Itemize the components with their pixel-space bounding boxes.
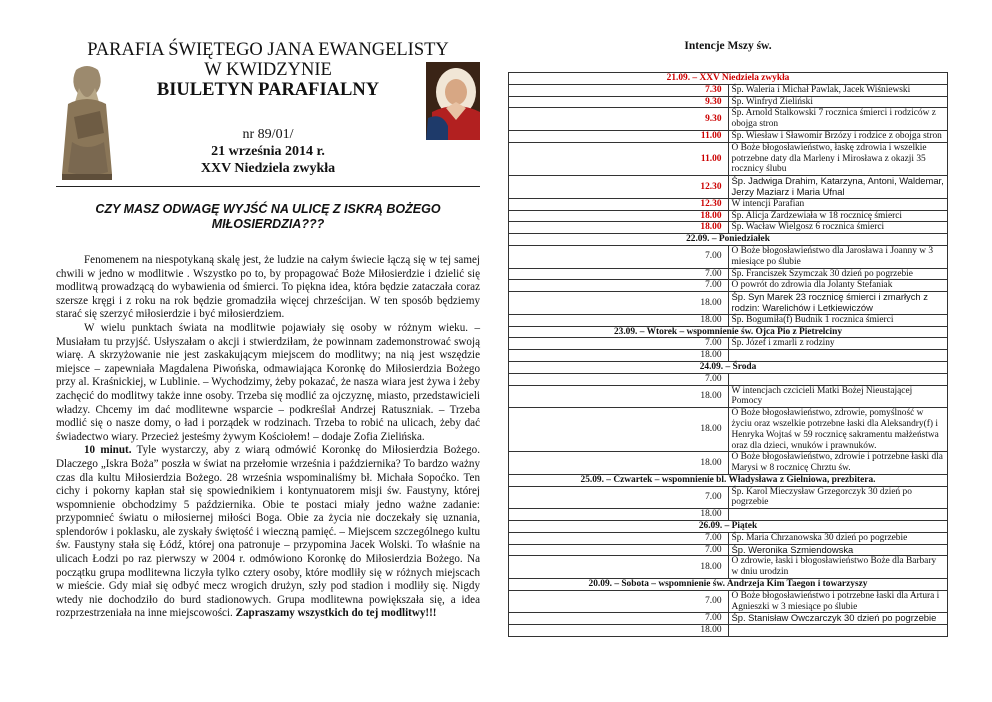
issue-date: 21 września 2014 r. — [211, 144, 325, 159]
mass-intention: Śp. Weronika Szmiendowska — [728, 544, 948, 556]
mass-intention — [728, 625, 948, 637]
mass-time: 18.00 — [509, 222, 729, 234]
day-header-row — [509, 73, 948, 85]
article-paragraph-1: Fenomenem na niespotykaną skalę jest, że ludzie na całym świecie łączą się w tej samej chwili w jedno w modlitwie . Wszystko po to, by propagować Boże Miłosierdzie i dzielić się modlitwą prowadzącą do wybawienia od śmierci. To piękna idea, która będzie zataczała coraz szersze kręgi i z roku na rok będzie gromadziła więcej chrześcijan. W ten sposób będziemy starać się szerzyć miłosierdzie i być miłosierdziem. — [56, 254, 480, 321]
mass-intention: Śp. Waleria i Michał Pawlak, Jacek Wiśniewski — [728, 84, 948, 96]
mass-intention: Śp. Stanisław Owczarczyk 30 dzień po pogrzebie — [728, 613, 948, 625]
mass-time: 7.00 — [509, 268, 729, 280]
title-line-1: PARAFIA ŚWIĘTEGO JANA EWANGELISTY — [87, 40, 449, 60]
mass-time: 7.00 — [509, 338, 729, 350]
mass-intention: O powrót do zdrowia dla Jolanty Stefaniak — [728, 280, 948, 292]
intention-row — [509, 544, 948, 556]
mass-time: 18.00 — [509, 625, 729, 637]
intention-row — [509, 625, 948, 637]
right-column — [508, 40, 948, 637]
intention-row — [509, 532, 948, 544]
mass-time: 18.00 — [509, 385, 729, 408]
mass-time: 7.00 — [509, 544, 729, 556]
mass-intention: O Boże błogosławieństwo i potrzebne łaski dla Artura i Agnieszki w 3 miesiące po ślubie — [728, 590, 948, 613]
mass-time: 11.00 — [509, 142, 729, 175]
mass-time: 9.30 — [509, 108, 729, 131]
intention-row — [509, 385, 948, 408]
mass-intention — [728, 509, 948, 521]
mass-time: 18.00 — [509, 452, 729, 475]
mass-time: 7.30 — [509, 84, 729, 96]
intention-row — [509, 509, 948, 521]
left-column — [56, 40, 480, 621]
intention-row — [509, 452, 948, 475]
mass-time: 18.00 — [509, 350, 729, 362]
intention-row — [509, 245, 948, 268]
mass-time: 7.00 — [509, 245, 729, 268]
header-divider — [56, 186, 480, 187]
intention-row — [509, 613, 948, 625]
mass-intention: W intencji Parafian — [728, 198, 948, 210]
day-header: 23.09. – Wtorek – wspomnienie św. Ojca Pio z Pietrelciny — [509, 326, 948, 338]
article-paragraph-3-text: Tyle wystarczy, aby z wiarą odmówić Koronkę do Miłosierdzia Bożego. Dlaczego „Iskra Boża” poszła w świat na przełomie września i października? To bardzo ważny czas dla kultu Miłosierdzia Bożego. 28 września wspominaliśmy bł. Michała Sopoćko. Ten cichy i pokorny kapłan stał się spowiednikiem i kontynuatorem misji św. Faustyny, której wspomnienie obchodzimy 5 października. Obie te postaci miały jedno ważne zadanie: przypomnieć światu o miłosiernej miłości Boga. Obie za życia nie doczekały się uznania, splendorów i poklasku, ale zyskały świętość i wieczną pamięć. – Miejscem szczególnego kultu św. Faustyny stała się Łódź, której ona patronuje – przypomina Jacek Wolski. To właśnie na ulicach Łodzi po raz pierwszy w 2004 r. odmówiono Koronkę do Miłosierdzia Bożego. Na początku grupa modlitewna liczyła tylko cztery osoby, które modliły się w różnych miejscach w mieście. Gdy miał się odbyć mecz wrogich drużyn, szły pod stadion i modliły się. Nigdy wtedy nie dochodziło do burd stadionowych. Grupa modlitewna powiększała się, a idea rozprzestrzeniała na inne miejscowości. — [56, 444, 481, 620]
issue-number: nr 89/01/ — [242, 127, 294, 142]
day-header: 24.09. – Środa — [509, 361, 948, 373]
intention-row — [509, 373, 948, 385]
intention-row — [509, 292, 948, 315]
mass-intention: O Boże błogosławieństwo, łaskę zdrowia i wszelkie potrzebne daty dla Marleny i Mirosława z okazji 35 rocznicy ślubu — [728, 142, 948, 175]
mass-time: 9.30 — [509, 96, 729, 108]
parish-title — [56, 40, 480, 100]
mass-time: 7.00 — [509, 590, 729, 613]
issue-sunday: XXV Niedziela zwykła — [200, 161, 336, 176]
intention-row — [509, 314, 948, 326]
article-title: CZY MASZ ODWAGĘ WYJŚĆ NA ULICĘ Z ISKRĄ BOŻEGO MIŁOSIERDZIA??? — [95, 202, 441, 231]
mass-intention: Śp. Józef i zmarli z rodziny — [728, 338, 948, 350]
title-line-2: W KWIDZYNIE — [204, 60, 332, 80]
intention-row — [509, 280, 948, 292]
mass-intention — [728, 373, 948, 385]
intention-row — [509, 198, 948, 210]
ten-minutes-lead: 10 minut. — [84, 444, 132, 457]
mass-intention: W intencjach czcicieli Matki Bożej Nieustającej Pomocy — [728, 385, 948, 408]
day-header-row — [509, 474, 948, 486]
intention-row — [509, 590, 948, 613]
mass-time: 12.30 — [509, 176, 729, 199]
intention-row — [509, 408, 948, 452]
mass-intention: Śp. Alicja Zardzewiała w 18 rocznicę śmierci — [728, 210, 948, 222]
mass-time: 7.00 — [509, 532, 729, 544]
mass-time: 18.00 — [509, 210, 729, 222]
day-header: 21.09. – XXV Niedziela zwykła — [509, 73, 948, 85]
mass-intention: Śp. Syn Marek 23 rocznicę śmierci i zmarłych z rodzin: Warelichów i Letkiewiczów — [728, 292, 948, 315]
mass-intention: O zdrowie, łaski i błogosławieństwo Boże dla Barbary w dniu urodzin — [728, 556, 948, 579]
article-paragraph-3 — [56, 444, 480, 621]
mass-time: 7.00 — [509, 280, 729, 292]
article-paragraph-2: W wielu punktach świata na modlitwie pojawiały się osoby w różnym wieku. – Musiałam tu przyjść. Usłyszałam o akcji i stwierdziłam, że powinnam zademonstrować swoją wiarę. A skrzyżowanie nie jest zaskakującym miejscem do modlitwy; na nią jest wszędzie miejsce – zapewniała Magdalena Piwońska, odmawiająca Koronkę do Miłosierdzia Bożego przy al. Kraśnickiej, w Lublinie. – Wychodzimy, żeby pokazać, że nasza wiara jest żywa i żeby zachęcić do modlitwy także inne osoby. Trzeba się modlić za ojczyznę, miasto, przedstawicieli władzy. Chcemy im dać modlitewne wsparcie – podkreślał Andrzej Ratuszniak. – Trzeba modlić się o nasze domy, o ład i porządek w rodzinach. Trzeba to robić na ulicach, żeby dać świadectwo wiary. Przecież jesteśmy żywym Kościołem! – dodaje Zofia Zielińska. — [56, 321, 480, 443]
mass-time: 7.00 — [509, 486, 729, 509]
intention-row — [509, 96, 948, 108]
mass-intentions-table — [508, 72, 948, 637]
day-header: 25.09. – Czwartek – wspomnienie bl. Władysława z Gielniowa, prezbitera. — [509, 474, 948, 486]
mass-time: 18.00 — [509, 556, 729, 579]
day-header-row — [509, 326, 948, 338]
mass-intention: O Boże błogosławieństwo, zdrowie, pomyślność w życiu oraz wszelkie potrzebne łaski dla Aleksandry(f) i Henryka Wojtaś w 59 rocznicę sakramentu małżeństwa oraz dla dzieci, wnuków i prawnuków. — [728, 408, 948, 452]
day-header-row — [509, 234, 948, 246]
mass-intention: Śp. Jadwiga Drahim, Katarzyna, Antoni, Waldemar, Jerzy Maziarz i Maria Ufnal — [728, 176, 948, 199]
mass-time: 7.00 — [509, 373, 729, 385]
day-header: 20.09. – Sobota – wspomnienie św. Andrzeja Kim Taegon i towarzyszy — [509, 579, 948, 591]
intention-row — [509, 222, 948, 234]
intention-row — [509, 176, 948, 199]
intention-row — [509, 268, 948, 280]
mass-intention: Śp. Winfryd Zieliński — [728, 96, 948, 108]
mass-intention: Śp. Arnold Stalkowski 7 rocznica śmierci i rodziców z obojga stron — [728, 108, 948, 131]
intentions-title: Intencje Mszy św. — [684, 40, 772, 52]
mass-time: 18.00 — [509, 509, 729, 521]
mass-intention — [728, 350, 948, 362]
mass-time: 18.00 — [509, 408, 729, 452]
intention-row — [509, 210, 948, 222]
mass-time: 12.30 — [509, 198, 729, 210]
mass-intentions-body — [509, 73, 948, 637]
day-header-row — [509, 521, 948, 533]
intention-row — [509, 338, 948, 350]
mass-intention: Śp. Wacław Wielgosz 6 rocznica śmierci — [728, 222, 948, 234]
mass-intention: Śp. Maria Chrzanowska 30 dzień po pogrzebie — [728, 532, 948, 544]
intention-row — [509, 142, 948, 175]
day-header-row — [509, 361, 948, 373]
intention-row — [509, 108, 948, 131]
intention-row — [509, 486, 948, 509]
day-header: 26.09. – Piątek — [509, 521, 948, 533]
day-header-row — [509, 579, 948, 591]
mass-time: 11.00 — [509, 130, 729, 142]
bulletin-name: BIULETYN PARAFIALNY — [156, 80, 380, 100]
mass-intention: Śp. Franciszek Szymczak 30 dzień po pogrzebie — [728, 268, 948, 280]
invitation-closing: Zapraszamy wszystkich do tej modlitwy!!! — [235, 607, 437, 620]
intention-row — [509, 84, 948, 96]
mass-intention: O Boże błogosławieństwo dla Jarosława i Joanny w 3 miesiące po ślubie — [728, 245, 948, 268]
masthead — [56, 40, 480, 186]
intention-row — [509, 556, 948, 579]
mass-intention: O Boże błogosławieństwo, zdrowie i potrzebne łaski dla Marysi w 8 rocznicę Chrztu św. — [728, 452, 948, 475]
mass-time: 18.00 — [509, 292, 729, 315]
day-header: 22.09. – Poniedziałek — [509, 234, 948, 246]
mass-time: 18.00 — [509, 314, 729, 326]
mass-intention: Śp. Bogumiła(f) Budnik 1 rocznica śmierci — [728, 314, 948, 326]
mass-intention: Śp. Wiesław i Sławomir Brzózy i rodzice z obojga stron — [728, 130, 948, 142]
article-body — [56, 254, 480, 621]
mass-intention: Śp. Karol Mieczysław Grzegorczyk 30 dzień po pogrzebie — [728, 486, 948, 509]
intention-row — [509, 350, 948, 362]
issue-info — [56, 126, 480, 177]
mass-time: 7.00 — [509, 613, 729, 625]
intention-row — [509, 130, 948, 142]
